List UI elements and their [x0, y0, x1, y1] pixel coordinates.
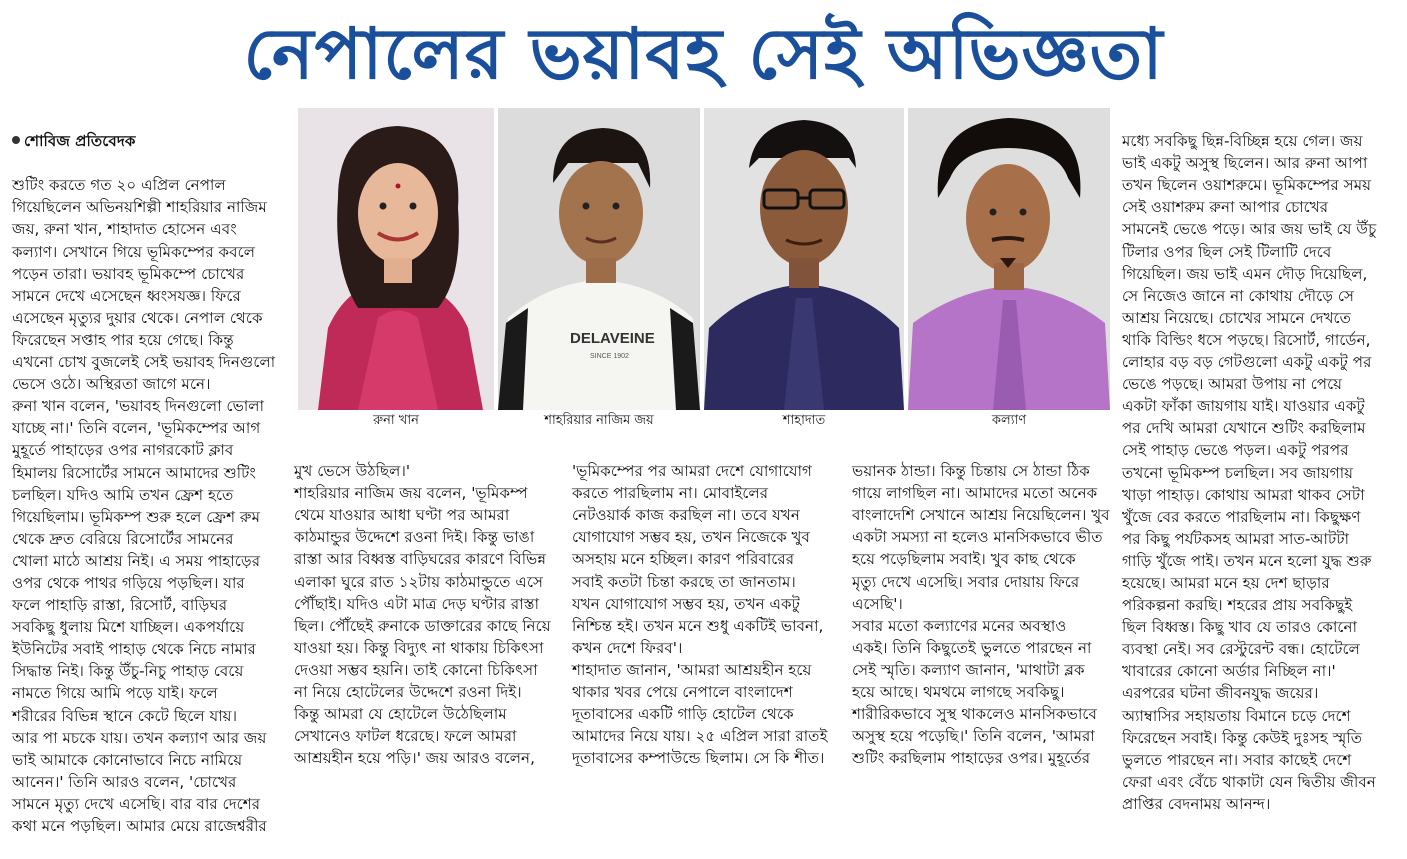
shahriar-nazim-joy-photo	[498, 108, 700, 410]
caption-shahadat: শাহাদাত	[782, 413, 826, 428]
photo-kallyan	[908, 108, 1110, 410]
byline-text: শোবিজ প্রতিবেদক	[24, 132, 136, 151]
shirt-subtext: SINCE 1902	[590, 353, 629, 360]
article-column-1	[12, 108, 296, 835]
kallyan-photo	[908, 108, 1110, 410]
runa-khan-photo	[298, 108, 494, 410]
column-5-text: মধ্যে সবকিছু ছিন্ন-বিচ্ছিন্ন হয়ে গেল। জয় ভাই একটু অসুস্থ ছিলেন। আর রুনা আপা তখন ছিলেন ওয়াশরুমে। ভূমিকম্পের সময় সেই ওয়াশরুম রুনা আপার চোখের সামনেই ভেঙে পড়ে। আর জয় ভাই যে উঁচু টিলার ওপর ছিল সেই টিলাটি দেবে গিয়েছিল। জয় ভাই এমন দৌড় দিয়েছিল, সে নিজেও জানে না কোথায় দৌড়ে সে আশ্রয় নিয়েছে। চোখের সামনে দেখতে থাকি বিল্ডিং ধসে পড়ছে। রিসোর্ট, গার্ডেন, লোহার বড় বড় গেটগুলো একটু একটু পর ভেঙে পড়ছে। আমরা উপায় না পেয়ে একটা ফাঁকা জায়গায় যাই। যাওয়ার একটু পর দেখি আমরা যেখানে শুটিং করছিলাম সেই পাহাড় ভেঙে পড়ল। একটু পরপর তখনো ভূমিকম্প চলছিল। সব জায়গায় খাড়া পাহাড়। কোথায় আমরা থাকব সেটা খুঁজে বের করতে পারছিলাম না। কিছুক্ষণ পর কিছু পর্যটকসহ আমরা সাত-আটটা গাড়ি খুঁজে পাই। তখন মনে হলো যুদ্ধ শুরু হয়েছে। আমরা মনে হয় দেশ ছাড়ার পরিকল্পনা করছি। শহরের প্রায় সবকিছুই ছিল বিধ্বস্ত। কিছু খাব যে তারও কোনো ব্যবস্থা নেই। সব রেস্টুরেন্ট বন্ধ। হোটেলে খাবারের কোনো অর্ডার নিচ্ছিল না।' এরপরের ঘটনা জীবনযুদ্ধ জয়ের। অ্যাম্বাসির সহায়তায় বিমানে চড়ে দেশে ফিরেছেন সবাই। কিন্তু কেউই দুঃসহ স্মৃতি ভুলতে পারছেন না। সবার কাছেই দেশে ফেরা এবং বেঁচে থাকাটা যেন দ্বিতীয় জীবন প্রাপ্তির বেদনাময় আনন্দ।	[1122, 132, 1377, 813]
headline: নেপালের ভয়াবহ সেই অভিজ্ঞতা	[243, 13, 1164, 95]
shirt-brand-text: DELAVEINE	[570, 330, 655, 347]
article-column-5	[1122, 108, 1404, 813]
photo-runa-khan	[298, 108, 494, 410]
column-3-text: 'ভূমিকম্পের পর আমরা দেশে যোগাযোগ করতে পারছিলাম না। মোবাইলের নেটওয়ার্ক কাজ করছিল না। তবে যখন যোগাযোগ সম্ভব হয়, তখন নিজেকে খুব অসহায় মনে হচ্ছিল। কারণ পরিবারের সবাই কতটা চিন্তা করছে তা জানতাম। যখন যোগাযোগ সম্ভব হয়, তখন একটু নিশ্চিন্ত হই। তখন মনে শুধু একটিই ভাবনা, কখন দেশে ফিরব'। শাহাদাত জানান, 'আমরা আশ্রয়হীন হয়ে থাকার খবর পেয়ে নেপালে বাংলাদেশ দূতাবাসের একটি গাড়ি হোটেল থেকে আমাদের নিয়ে যায়। ২৫ এপ্রিল সারা রাতই দূতাবাসের কম্পাউন্ডে ছিলাম। সে কি শীত।	[572, 462, 828, 768]
article-column-4	[852, 438, 1110, 768]
photo-shahadat	[704, 108, 904, 410]
shahadat-photo	[704, 108, 904, 410]
caption-shahriar-nazim-joy: শাহরিয়ার নাজিম জয়	[544, 413, 654, 428]
photo-shahriar-nazim-joy	[498, 108, 700, 410]
caption-runa-khan: রুনা খান	[373, 413, 419, 428]
column-2-text: মুখ ভেসে উঠছিল।' শাহরিয়ার নাজিম জয় বলেন, 'ভূমিকম্প থেমে যাওয়ার আধা ঘণ্টা পর আমরা কাঠমান্ডুর উদ্দেশে রওনা দিই। কিন্তু ভাঙা রাস্তা আর বিধ্বস্ত বাড়িঘরের কারণে বিভিন্ন এলাকা ঘুরে রাত ১২টায় কাঠমান্ডুতে এসে পৌঁছাই। যদিও এটা মাত্র দেড় ঘণ্টার রাস্তা ছিল। পৌঁছেই রুনাকে ডাক্তারের কাছে নিয়ে যাওয়া হয়। কিন্তু বিদ্যুৎ না থাকায় চিকিৎসা দেওয়া সম্ভব হয়নি। তাই কোনো চিকিৎসা না নিয়ে হোটেলের উদ্দেশে রওনা দিই। কিন্তু আমরা যে হোটেলে উঠেছিলাম সেখানেও ফাটল ধরেছে। ফলে আমরা আশ্রয়হীন হয়ে পড়ি।' জয় আরও বলেন,	[294, 462, 551, 768]
caption-kallyan: কল্যাণ	[991, 413, 1027, 428]
article-column-2	[294, 438, 566, 768]
column-1-text: শুটিং করতে গত ২০ এপ্রিল নেপাল গিয়েছিলেন অভিনয়শিল্পী শাহরিয়ার নাজিম জয়, রুনা খান, শাহাদাত হোসেন এবং কল্যাণ। সেখানে গিয়ে ভূমিকম্পের কবলে পড়েন তারা। ভয়াবহ ভূমিকম্পে চোখের সামনে দেখে এসেছেন ধ্বংসযজ্ঞ। ফিরে এসেছেন মৃত্যুর দুয়ার থেকে। নেপাল থেকে ফিরেছেন সপ্তাহ পার হয়ে গেছে। কিন্তু এখনো চোখ বুজলেই সেই ভয়াবহ দিনগুলো ভেসে ওঠে। অস্থিরতা জাগে মনে। রুনা খান বলেন, 'ভয়াবহ দিনগুলো ভোলা যাচ্ছে না।' তিনি বলেন, 'ভূমিকম্পের আগ মুহূর্তে পাহাড়ের ওপর নাগরকোট ক্লাব হিমালয় রিসোর্টের সামনে আমাদের শুটিং চলছিল। যদিও আমি তখন ফ্রেশ হতে গিয়েছিলাম। ভূমিকম্প শুরু হলে ফ্রেশ রুম থেকে দ্রুত বেরিয়ে রিসোর্টের সামনের খোলা মাঠে আশ্রয় নিই। এ সময় পাহাড়ের ওপর থেকে পাথর গড়িয়ে পড়ছিল। যার ফলে পাহাড়ি রাস্তা, রিসোর্ট, বাড়িঘর সবকিছু ধুলায় মিশে যাচ্ছিল। একপর্যায়ে ইউনিটের সবাই পাহাড় থেকে নিচে নামার সিদ্ধান্ত নিই। কিন্তু উঁচু-নিচু পাহাড় বেয়ে নামতে গিয়ে আমি পড়ে যাই। ফলে শরীরের বিভিন্ন স্থানে কেটে ছিলে যায়। আর পা মচকে যায়। তখন কল্যাণ আর জয় ভাই আমাকে কোনোভাবে নিচে নামিয়ে আনেন।' তিনি আরও বলেন, 'চোখের সামনে মৃত্যু দেখে এসেছি। বার বার দেশের কথা মনে পড়ছিল। আমার মেয়ে রাজেশ্বরীর	[12, 176, 276, 835]
column-4-text: ভয়ানক ঠান্ডা। কিন্তু চিন্তায় সে ঠান্ডা ঠিক গায়ে লাগছিল না। আমাদের মতো অনেক বাংলাদেশি সেখানে আশ্রয় নিয়েছিলেন। খুব একটা সমস্যা না হলেও মানসিকভাবে ভীত হয়ে পড়েছিলাম সবাই। খুব কাছ থেকে মৃত্যু দেখে এসেছি। সবার দোয়ায় ফিরে এসেছি'। সবার মতো কল্যাণের মনের অবস্থাও একই। তিনি কিছুতেই ভুলতে পারছেন না সেই স্মৃতি। কল্যাণ জানান, 'মাথাটা ব্লক হয়ে আছে। থমথমে লাগছে সবকিছু। শারীরিকভাবে সুস্থ থাকলেও মানসিকভাবে অসুস্থ হয়ে পড়েছি।' তিনি বলেন, 'আমরা শুটিং করছিলাম পাহাড়ের ওপর। মুহূর্তের	[852, 462, 1110, 768]
article-column-3	[572, 438, 846, 768]
byline	[12, 130, 296, 152]
bullet-icon	[12, 136, 20, 144]
